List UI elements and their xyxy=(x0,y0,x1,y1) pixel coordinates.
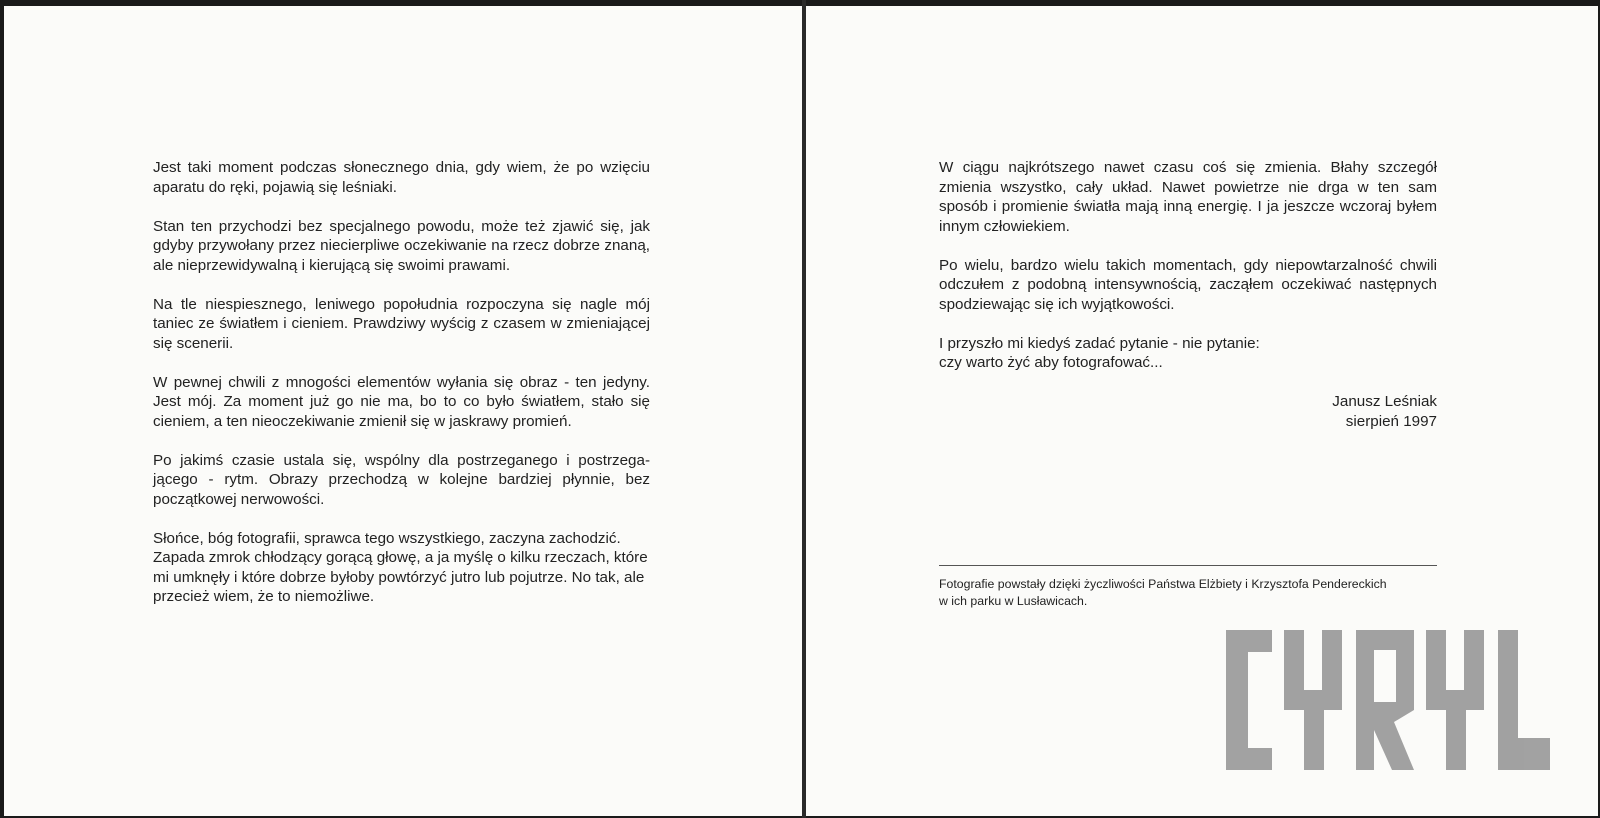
paragraph: Stan ten przychodzi bez specjalnego powodu, może też zjawić się, jak gdyby przywołany przez niecierpliwe oczekiwanie na rzecz dobrze znaną, ale nieprzewidywalną i kierującą się swoimi prawami. xyxy=(153,217,650,274)
left-text-column xyxy=(153,158,650,626)
signature xyxy=(939,392,1437,431)
right-text-column xyxy=(939,158,1437,431)
right-page xyxy=(806,6,1598,816)
paragraph: Po wielu, bardzo wielu takich momentach, gdy niepowtarzalność chwili odczułem z podobną intensywnością, zacząłem oczekiwać następnych spodziewając się ich wyjątkowości. xyxy=(939,256,1437,313)
paragraph: W pewnej chwili z mnogości elementów wyłania się obraz - ten jedyny. Jest mój. Za moment już go nie ma, bo to co było światłem, stało się cieniem, a ten nieoczekiwanie zmienił się w jaskrawy promień. xyxy=(153,373,650,430)
paragraph: Jest taki moment podczas słonecznego dnia, gdy wiem, że po wzięciu aparatu do ręki, pojawią się leśniaki. xyxy=(153,159,650,196)
question-paragraph xyxy=(939,334,1437,373)
paragraph: Słońce, bóg fotografii, sprawca tego wszystkiego, zaczyna zachodzić. Zapada zmrok chłodzący gorącą głowę, a ja myślę o kilku rzeczach, które mi umknęły i które dobrze byłoby powtórzyć jutro lub pojutrze. No tak, ale przecież wiem, że to niemożliwe. xyxy=(153,529,648,605)
signature-name: Janusz Leśniak xyxy=(1332,393,1437,410)
credit-line-2: w ich parku w Lusławicach. xyxy=(939,593,1088,608)
credit-line-1: Fotografie powstały dzięki życzliwości Państwa Elżbiety i Krzysztofa Pendereckich xyxy=(939,577,1387,591)
paragraph: Po jakimś czasie ustala się, wspólny dla postrzeganego i postrzega-jącego - rytm. Obrazy przechodzą w kolejne bardziej płynnie, bez początkowej nerwowości. xyxy=(153,451,650,508)
cyryl-watermark-logo xyxy=(1224,630,1574,780)
left-page xyxy=(4,6,802,816)
divider-rule xyxy=(939,565,1437,566)
question-line-1: I przyszło mi kiedyś zadać pytanie - nie pytanie: xyxy=(939,334,1260,352)
paragraph: Na tle niespiesznego, leniwego popołudnia rozpoczyna się nagle mój taniec ze światłem i cieniem. Prawdziwy wyścig z czasem w zmieniającej się scenerii. xyxy=(153,295,650,352)
photo-credit xyxy=(939,576,1449,609)
question-line-2: czy warto żyć aby fotografować... xyxy=(939,354,1163,371)
signature-date: sierpień 1997 xyxy=(1345,412,1437,430)
paragraph: W ciągu najkrótszego nawet czasu coś się zmienia. Błahy szczegół zmienia wszystko, cały układ. Nawet powietrze nie drga w ten sam sposób i promienie światła mają inną energię. I ja jeszcze wczoraj byłem innym człowiekiem. xyxy=(939,159,1437,235)
